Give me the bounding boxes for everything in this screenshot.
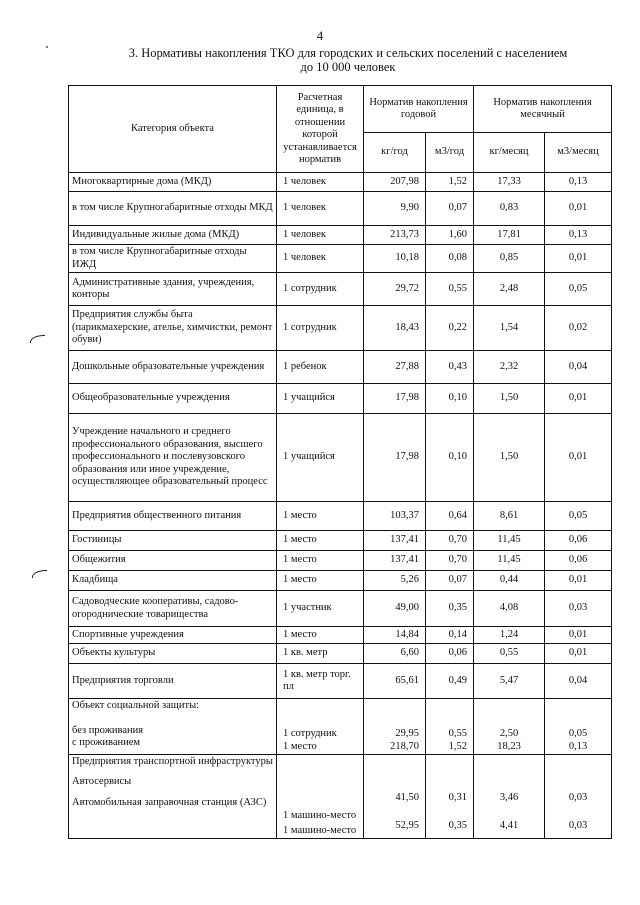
- cell-m3-month: 0,13: [545, 226, 612, 245]
- header-kg-month: кг/месяц: [474, 133, 545, 173]
- cell-m3-month: 0,01: [545, 571, 612, 591]
- transport-label-1: Автосервисы: [72, 775, 132, 787]
- cell-kg-month: 1,24: [474, 627, 545, 644]
- header-m3-year: м3/год: [426, 133, 474, 173]
- cell-kg-month: 2,48: [474, 273, 545, 306]
- cell-kg-month: 0,44: [474, 571, 545, 591]
- cell-unit: 1 человек: [277, 192, 364, 226]
- margin-mark: [32, 570, 47, 578]
- cell-kg-month: 4,08: [474, 591, 545, 627]
- social-unit-2: 1 место: [283, 740, 317, 752]
- cell-kg-month: 1,50: [474, 414, 545, 502]
- social-cell: [69, 699, 277, 755]
- cell-unit: 1 учащийся: [277, 384, 364, 414]
- cell-m3-month: 0,03: [545, 591, 612, 627]
- cell-m3-month: 0,01: [545, 245, 612, 273]
- cell-m3-month: 0,02: [545, 306, 612, 351]
- cell-m3-month: 0,01: [545, 627, 612, 644]
- cell-m3-year: 0,49: [426, 664, 474, 699]
- transport-cell: [69, 755, 277, 839]
- cell-unit: 1 человек: [277, 226, 364, 245]
- cell-kg-month: 0,55: [474, 644, 545, 664]
- transport-kg-year-cell: [364, 755, 426, 839]
- cell-m3-year: 0,55: [426, 273, 474, 306]
- cell-unit: 1 человек: [277, 245, 364, 273]
- social-kg-month-cell: [474, 699, 545, 755]
- transport-kg-year-2: 52,95: [395, 819, 419, 831]
- cell-kg-year: 17,98: [364, 384, 426, 414]
- transport-m3-year-1: 0,31: [448, 792, 468, 803]
- social-label-2: с проживанием: [72, 737, 141, 748]
- transport-kg-month-2: 4,41: [499, 819, 519, 831]
- table-row: [69, 351, 612, 384]
- social-m3-year-2: 1,52: [448, 740, 468, 752]
- cell-m3-year: 0,70: [426, 531, 474, 551]
- social-kg-month-2: 18,23: [497, 740, 521, 752]
- social-label-1: без проживания: [72, 724, 144, 736]
- social-kg-year-1: 29,95: [395, 728, 419, 739]
- cell-category: Спортивные учреждения: [69, 627, 277, 644]
- cell-category: Учреждение начального и среднего профессионального образования, высшего профессионального и послевузовского образования или иное учреждение, осуществляющее образовательный процесс: [69, 414, 277, 502]
- transport-m3-year-cell: [426, 755, 474, 839]
- social-unit-cell: [277, 699, 364, 755]
- cell-unit: 1 место: [277, 571, 364, 591]
- cell-m3-year: 0,14: [426, 627, 474, 644]
- table-row: [69, 384, 612, 414]
- cell-category: Индивидуальные жилые дома (МКД): [69, 226, 277, 245]
- cell-kg-year: 6,60: [364, 644, 426, 664]
- transport-unit-2: 1 машино-место: [283, 824, 357, 836]
- table-row: [69, 531, 612, 551]
- cell-category: Предприятия торговли: [69, 664, 277, 699]
- transport-unit-cell: [277, 755, 364, 839]
- cell-kg-year: 29,72: [364, 273, 426, 306]
- cell-kg-month: 17,81: [474, 226, 545, 245]
- transport-m3-year-2: 0,35: [448, 819, 468, 831]
- transport-kg-month-1: 3,46: [499, 792, 519, 803]
- social-m3-month-2: 0,13: [568, 740, 588, 752]
- transport-kg-year-1: 41,50: [395, 792, 419, 803]
- cell-m3-month: 0,06: [545, 551, 612, 571]
- table-row: [69, 591, 612, 627]
- cell-m3-year: 0,06: [426, 644, 474, 664]
- cell-m3-month: 0,01: [545, 644, 612, 664]
- cell-m3-month: 0,01: [545, 414, 612, 502]
- header-monthly: Норматив накопления месячный: [474, 86, 612, 133]
- cell-kg-month: 11,45: [474, 531, 545, 551]
- cell-m3-month: 0,01: [545, 192, 612, 226]
- cell-unit: 1 сотрудник: [277, 273, 364, 306]
- cell-kg-month: 17,33: [474, 173, 545, 192]
- transport-unit-1: 1 машино-место: [283, 810, 357, 821]
- cell-kg-year: 14,84: [364, 627, 426, 644]
- transport-m3-month-2: 0,03: [568, 819, 588, 831]
- cell-kg-year: 65,61: [364, 664, 426, 699]
- cell-kg-year: 213,73: [364, 226, 426, 245]
- social-kg-year-cell: [364, 699, 426, 755]
- cell-unit: 1 место: [277, 531, 364, 551]
- cell-unit: 1 место: [277, 627, 364, 644]
- table-row: [69, 551, 612, 571]
- cell-kg-month: 0,85: [474, 245, 545, 273]
- title-line-2: до 10 000 человек: [300, 60, 396, 74]
- cell-m3-month: 0,04: [545, 664, 612, 699]
- cell-kg-year: 137,41: [364, 551, 426, 571]
- cell-m3-year: 0,22: [426, 306, 474, 351]
- cell-unit: 1 место: [277, 502, 364, 531]
- table-row: [69, 245, 612, 273]
- table-row: [69, 502, 612, 531]
- cell-category: Садоводческие кооперативы, садово-огороднические товарищества: [69, 591, 277, 627]
- header-category: Категория объекта: [69, 86, 277, 173]
- table-row: [69, 571, 612, 591]
- table-row: [69, 664, 612, 699]
- cell-unit: 1 учащийся: [277, 414, 364, 502]
- table-row: [69, 192, 612, 226]
- table-row: [69, 644, 612, 664]
- cell-m3-year: 1,60: [426, 226, 474, 245]
- cell-m3-month: 0,05: [545, 273, 612, 306]
- cell-unit: 1 место: [277, 551, 364, 571]
- table-row: [69, 699, 612, 755]
- cell-category: Объекты культуры: [69, 644, 277, 664]
- social-m3-year-cell: [426, 699, 474, 755]
- cell-kg-month: 11,45: [474, 551, 545, 571]
- table-row: [69, 273, 612, 306]
- cell-kg-year: 103,37: [364, 502, 426, 531]
- table-row: [69, 226, 612, 245]
- cell-m3-year: 0,08: [426, 245, 474, 273]
- table-row: [69, 306, 612, 351]
- cell-m3-year: 0,64: [426, 502, 474, 531]
- cell-kg-year: 10,18: [364, 245, 426, 273]
- cell-kg-year: 27,88: [364, 351, 426, 384]
- cell-m3-year: 0,10: [426, 384, 474, 414]
- cell-m3-month: 0,01: [545, 384, 612, 414]
- cell-category: в том числе Крупногабаритные отходы МКД: [69, 192, 277, 226]
- cell-unit: 1 кв. метр торг. пл: [277, 664, 364, 699]
- cell-kg-year: 5,26: [364, 571, 426, 591]
- cell-unit: 1 участник: [277, 591, 364, 627]
- table-row: [69, 414, 612, 502]
- cell-category: Дошкольные образовательные учреждения: [69, 351, 277, 384]
- header-annual: Норматив накопления годовой: [364, 86, 474, 133]
- cell-category: Многоквартирные дома (МКД): [69, 173, 277, 192]
- cell-m3-year: 1,52: [426, 173, 474, 192]
- cell-m3-year: 0,35: [426, 591, 474, 627]
- cell-category: Предприятия общественного питания: [69, 502, 277, 531]
- transport-m3-month-cell: [545, 755, 612, 839]
- cell-unit: 1 сотрудник: [277, 306, 364, 351]
- table-row: [69, 755, 612, 839]
- cell-category: в том числе Крупногабаритные отходы ИЖД: [69, 245, 277, 273]
- cell-category: Кладбища: [69, 571, 277, 591]
- cell-kg-month: 1,54: [474, 306, 545, 351]
- cell-m3-month: 0,06: [545, 531, 612, 551]
- cell-kg-month: 8,61: [474, 502, 545, 531]
- table-body: [69, 173, 612, 699]
- transport-label-2: Автомобильная заправочная станция (АЗС): [72, 797, 267, 808]
- cell-kg-month: 5,47: [474, 664, 545, 699]
- cell-category: Гостиницы: [69, 531, 277, 551]
- social-kg-year-2: 218,70: [390, 740, 419, 752]
- cell-unit: 1 ребенок: [277, 351, 364, 384]
- header-kg-year: кг/год: [364, 133, 426, 173]
- social-m3-month-cell: [545, 699, 612, 755]
- cell-m3-month: 0,04: [545, 351, 612, 384]
- cell-kg-year: 9,90: [364, 192, 426, 226]
- cell-m3-year: 0,70: [426, 551, 474, 571]
- social-heading: Объект социальной защиты:: [72, 700, 200, 711]
- social-unit-1: 1 сотрудник: [283, 728, 337, 739]
- header-m3-month: м3/месяц: [545, 133, 612, 173]
- cell-category: Общеобразовательные учреждения: [69, 384, 277, 414]
- transport-m3-month-1: 0,03: [568, 792, 588, 803]
- social-kg-month-1: 2,50: [499, 728, 519, 739]
- cell-m3-month: 0,05: [545, 502, 612, 531]
- cell-kg-year: 137,41: [364, 531, 426, 551]
- title-line-1: 3. Нормативы накопления ТКО для городских и сельских поселений с населением: [128, 46, 568, 60]
- cell-category: Административные здания, учреждения, конторы: [69, 273, 277, 306]
- cell-kg-month: 2,32: [474, 351, 545, 384]
- cell-kg-month: 1,50: [474, 384, 545, 414]
- social-m3-month-1: 0,05: [568, 728, 588, 739]
- page-number: 4: [316, 28, 324, 43]
- scan-speck: [46, 46, 48, 48]
- social-m3-year-1: 0,55: [448, 728, 468, 739]
- margin-mark: [30, 335, 45, 343]
- cell-category: Предприятия службы быта (парикмахерские, ателье, химчистки, ремонт обуви): [69, 306, 277, 351]
- cell-m3-month: 0,13: [545, 173, 612, 192]
- table-row: [69, 173, 612, 192]
- cell-m3-year: 0,07: [426, 571, 474, 591]
- transport-kg-month-cell: [474, 755, 545, 839]
- cell-kg-year: 17,98: [364, 414, 426, 502]
- cell-m3-year: 0,43: [426, 351, 474, 384]
- cell-category: Общежития: [69, 551, 277, 571]
- document-title: [88, 46, 608, 74]
- cell-kg-month: 0,83: [474, 192, 545, 226]
- cell-unit: 1 кв. метр: [277, 644, 364, 664]
- table-row: [69, 627, 612, 644]
- cell-kg-year: 49,00: [364, 591, 426, 627]
- norms-table: [68, 85, 612, 839]
- cell-m3-year: 0,10: [426, 414, 474, 502]
- cell-kg-year: 18,43: [364, 306, 426, 351]
- cell-kg-year: 207,98: [364, 173, 426, 192]
- cell-unit: 1 человек: [277, 173, 364, 192]
- header-unit: Расчетная единица, в отношении которой устанавливается норматив: [277, 86, 364, 173]
- cell-m3-year: 0,07: [426, 192, 474, 226]
- transport-heading: Предприятия транспортной инфраструктуры: [72, 756, 273, 767]
